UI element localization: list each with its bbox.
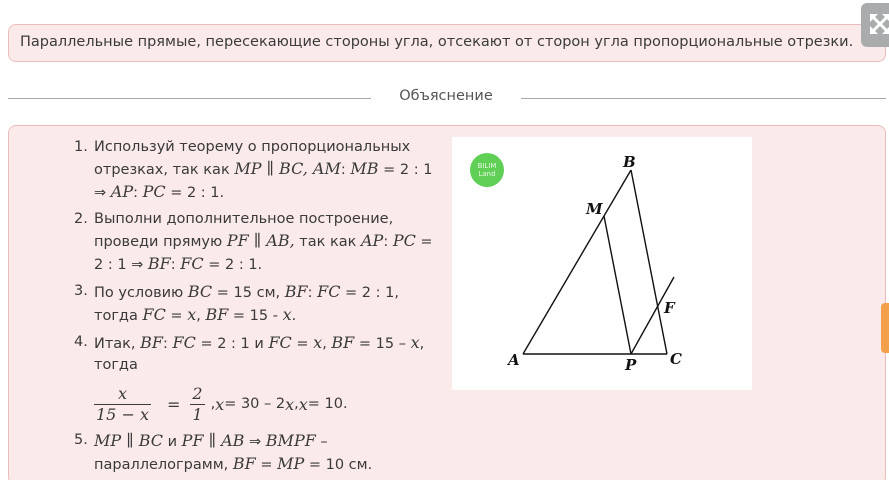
math-expression: PF ∥ AB (181, 431, 245, 450)
label-m: M (586, 200, 603, 218)
step-text: = 15 - (228, 308, 283, 324)
math-expression: FC (180, 254, 204, 273)
geometry-figure (452, 137, 752, 390)
label-c: C (670, 350, 682, 368)
step-text: = (255, 457, 278, 473)
math-expression: x (187, 305, 197, 324)
fraction (94, 384, 151, 425)
step-text: = 2 : 1. (203, 257, 263, 273)
math-expression: PC (392, 231, 416, 250)
segment-bc (631, 170, 667, 354)
step-text: : (383, 234, 393, 250)
fraction-denominator: 15 − x (96, 405, 149, 424)
math-expression: MP (277, 454, 305, 473)
math-expression: BF (147, 254, 171, 273)
step-3 (74, 281, 446, 327)
step-text: = 2 : 1 ⇒ (94, 234, 433, 273)
step-text: , (196, 308, 206, 324)
fraction-numerator: x (117, 384, 127, 403)
step-number: 1. (74, 139, 88, 155)
step-text: = 2 : 1. (165, 185, 225, 201)
step-text: , (210, 396, 216, 412)
theorem-statement: Параллельные прямые, пересекающие стороны угла, отсекают от сторон угла пропорциональные отрезки. (8, 24, 886, 62)
math-expression: BF (331, 333, 355, 352)
math-expression: x (298, 395, 308, 414)
solution-steps (74, 137, 446, 480)
step-2 (74, 209, 446, 276)
step-text: = (291, 336, 314, 352)
step-text: = 2 : 1 ⇒ (94, 162, 433, 201)
step-text: По условию (94, 285, 188, 301)
step-text: , (294, 396, 299, 412)
logo-text: Land (478, 170, 496, 178)
math-expression: BF (140, 333, 164, 352)
step-text: = (165, 308, 188, 324)
label-p: P (625, 356, 637, 374)
step-text: = 15 – (354, 336, 411, 352)
equation-row (94, 384, 446, 425)
math-expression: BMPF (265, 431, 316, 450)
label-b: B (623, 153, 636, 171)
step-number: 3. (74, 283, 88, 299)
math-expression: x (285, 395, 295, 414)
step-text: : (133, 185, 143, 201)
step-text: : (340, 162, 351, 178)
segment-ab (523, 170, 631, 354)
step-text: Выполни дополнительное построение, проведи прямую (94, 211, 394, 250)
step-4 (74, 332, 446, 425)
step-text: : (163, 336, 173, 352)
math-expression: BF (232, 454, 256, 473)
math-expression: x (410, 333, 420, 352)
math-expression: x (313, 333, 323, 352)
step-text: = 30 – 2 (224, 396, 286, 412)
fraction-numerator: 2 (192, 384, 203, 403)
step-text: Используй теорему о пропорциональных отрезках, так как (94, 139, 411, 178)
math-expression: FC (142, 305, 166, 324)
step-text: – параллелограмм, (94, 434, 328, 473)
expand-arrows-icon (869, 13, 889, 35)
step-text: : (307, 285, 318, 301)
segment-mp (604, 216, 631, 354)
step-text: , тогда (94, 336, 425, 373)
math-expression: BF (284, 282, 308, 301)
math-expression: PC (142, 182, 166, 201)
math-expression: AP (110, 182, 134, 201)
step-text: , (322, 336, 332, 352)
label-a: A (508, 351, 520, 369)
divider-left (8, 98, 371, 99)
explanation-heading: Объяснение (399, 88, 493, 104)
math-expression: PF ∥ AB, (226, 231, 295, 250)
step-text: . (291, 308, 297, 324)
side-tab[interactable] (881, 303, 889, 353)
triangle-diagram (452, 137, 752, 390)
step-1 (74, 137, 446, 204)
step-text: = 10 см. (304, 457, 373, 473)
math-expression: x (282, 305, 292, 324)
step-number: 4. (74, 334, 88, 350)
step-text: ⇒ (244, 434, 266, 450)
step-text: Итак, (94, 336, 141, 352)
math-expression: FC (172, 333, 196, 352)
math-expression: FC (268, 333, 292, 352)
step-text: так как (294, 234, 361, 250)
step-5 (74, 430, 446, 476)
step-number: 5. (74, 432, 88, 448)
step-text: и (163, 434, 182, 450)
step-number: 2. (74, 211, 88, 227)
equals-sign: = (166, 395, 181, 414)
step-text: : (170, 257, 181, 273)
step-text: = 2 : 1 и (195, 336, 269, 352)
math-expression: x (215, 395, 225, 414)
math-expression: MP ∥ BC (94, 431, 164, 450)
math-expression: MB (350, 159, 379, 178)
math-expression: MP ∥ BC, AM (234, 159, 341, 178)
math-expression: BF (205, 305, 229, 324)
fraction (190, 384, 204, 425)
step-text: = 15 см, (212, 285, 285, 301)
math-expression: AP (360, 231, 384, 250)
math-expression: BC (187, 282, 213, 301)
logo-text: BILIM (477, 162, 497, 170)
label-f: F (664, 299, 675, 317)
fraction-denominator: 1 (192, 405, 203, 424)
step-text: = 2 : 1, тогда (94, 285, 399, 324)
math-expression: FC (317, 282, 341, 301)
step-text: = 10. (307, 396, 348, 412)
divider-right (521, 98, 886, 99)
expand-button[interactable] (861, 3, 889, 47)
